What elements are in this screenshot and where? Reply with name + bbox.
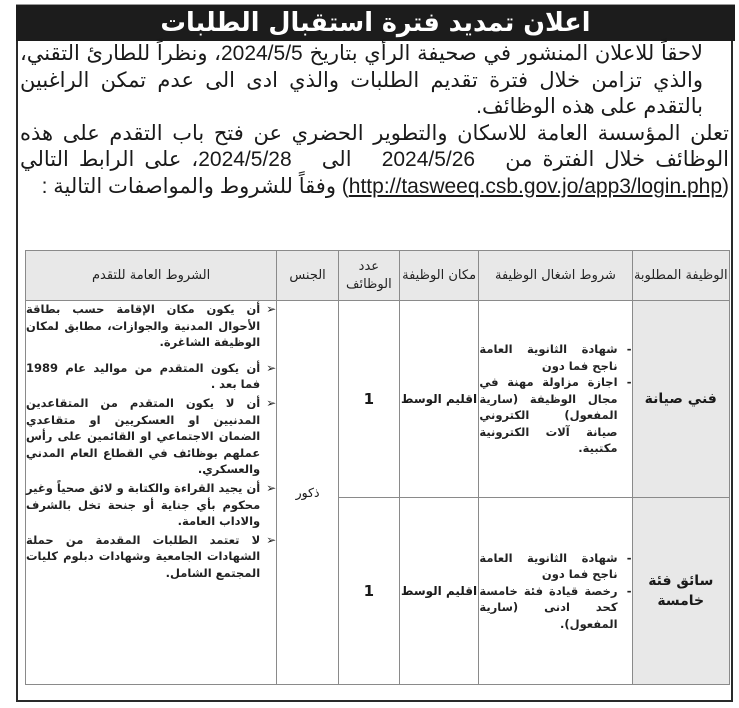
arrow-bullet-icon: ➢	[266, 360, 277, 375]
dash-bullet-icon: -	[626, 375, 632, 390]
header-general-conditions: الشروط العامة للتقدم	[26, 251, 277, 301]
header-gender: الجنس	[277, 251, 339, 301]
requirement-item: - شهادة الثانوية العامة ناجح فما دون	[479, 342, 632, 373]
announcement-body	[20, 41, 729, 200]
header-job-requirements: شروط اشغال الوظيفة	[479, 251, 632, 301]
requirement-item: - اجازة مزاولة مهنة في مجال الوظيفة (سارية المفعول) الكتروني صيانة آلات الكترونية مكتبية.	[479, 375, 632, 456]
job-title-cell: سائق فئة خامسة	[632, 498, 729, 685]
announcement-title-bar	[16, 5, 735, 41]
conditions-intro-text: وفقاً للشروط والمواصفات التالية :	[41, 174, 336, 198]
header-job-count: عدد الوظائف	[338, 251, 399, 301]
to-word: الى	[321, 148, 352, 171]
requirement-item: - رخصة قيادة فئة خامسة كحد ادنى (سارية المفعول).	[479, 583, 632, 631]
dash-bullet-icon: -	[626, 583, 632, 598]
job-requirements-cell	[479, 498, 632, 685]
jobs-table	[25, 250, 730, 685]
condition-item: ➢ أن لا يكون المتقدم من المتقاعدين المدنيين او العسكريين او متقاعدي الضمان الاجتماعي او القائمين على رأس عملهم بوظائف في القطاع العام المدني والعسكري.	[26, 395, 277, 477]
job-title-cell: فني صيانة	[632, 301, 729, 498]
period-paragraph: تعلن المؤسسة العامة للاسكان والتطوير الحضري عن فتح باب التقدم على هذه الوظائف خلال الفترة من 2024/5/26 الى 2024/5/28، على الرابط التالي (http://tasweeq.csb.gov.jo/app3/login.php) وفقاً للشروط والمواصفات التالية :	[20, 121, 729, 198]
arrow-bullet-icon: ➢	[266, 480, 277, 495]
condition-item: ➢ لا تعتمد الطلبات المقدمة من حملة الشهادات الجامعية وشهادات دبلوم كليات المجتمع الشامل.	[26, 532, 277, 580]
application-link[interactable]: http://tasweeq.csb.gov.jo/app3/login.php	[348, 174, 722, 198]
header-job-location: مكان الوظيفة	[399, 251, 479, 301]
condition-item: ➢ أن يجيد القراءة والكتابة و لائق صحياً وغير محكوم بأي جناية أو جنحة تخل بالشرف والاداب العامة.	[26, 480, 277, 529]
date-to: 2024/5/28	[198, 148, 292, 171]
dash-bullet-icon: -	[626, 342, 632, 357]
requirement-item: - شهادة الثانوية العامة ناجح فما دون	[479, 550, 632, 582]
period-intro-text: تعلن المؤسسة العامة للاسكان والتطوير الحضري عن فتح باب التقدم على هذه الوظائف خلال الفترة من	[20, 121, 729, 171]
general-conditions-cell	[26, 301, 277, 685]
arrow-bullet-icon: ➢	[266, 395, 277, 410]
arrow-bullet-icon: ➢	[266, 532, 277, 547]
condition-item: ➢ أن يكون مكان الإقامة حسب بطاقة الأحوال المدنية والجوازات، مطابق لمكان الوظيفة الشاغرة.	[26, 302, 277, 350]
job-location-cell: اقليم الوسط	[399, 498, 479, 685]
gender-cell: ذكور	[277, 301, 339, 685]
date-from: 2024/5/26	[381, 148, 476, 171]
table-row	[26, 301, 730, 498]
link-intro-text: ، على الرابط التالي	[20, 148, 199, 171]
dash-bullet-icon: -	[626, 550, 632, 565]
job-count-cell: 1	[338, 498, 399, 685]
table-header-row	[26, 251, 730, 301]
job-count-cell: 1	[338, 301, 399, 498]
job-requirements-cell	[479, 301, 632, 498]
arrow-bullet-icon: ➢	[266, 302, 277, 316]
announcement-title: اعلان تمديد فترة استقبال الطلبات	[160, 8, 591, 38]
condition-item: ➢ أن يكون المتقدم من مواليد عام 1989 فما بعد .	[26, 360, 277, 392]
intro-paragraph: لاحقاً للاعلان المنشور في صحيفة الرأي بتاريخ 2024/5/5، ونظراً للطارئ التقني، والذي تزامن خلال فترة تقديم الطلبات والذي ادى الى عدم تمكن الراغبين بالتقدم على هذه الوظائف.	[20, 42, 704, 118]
job-location-cell: اقليم الوسط	[399, 301, 479, 498]
header-job-title: الوظيفة المطلوبة	[632, 251, 729, 301]
